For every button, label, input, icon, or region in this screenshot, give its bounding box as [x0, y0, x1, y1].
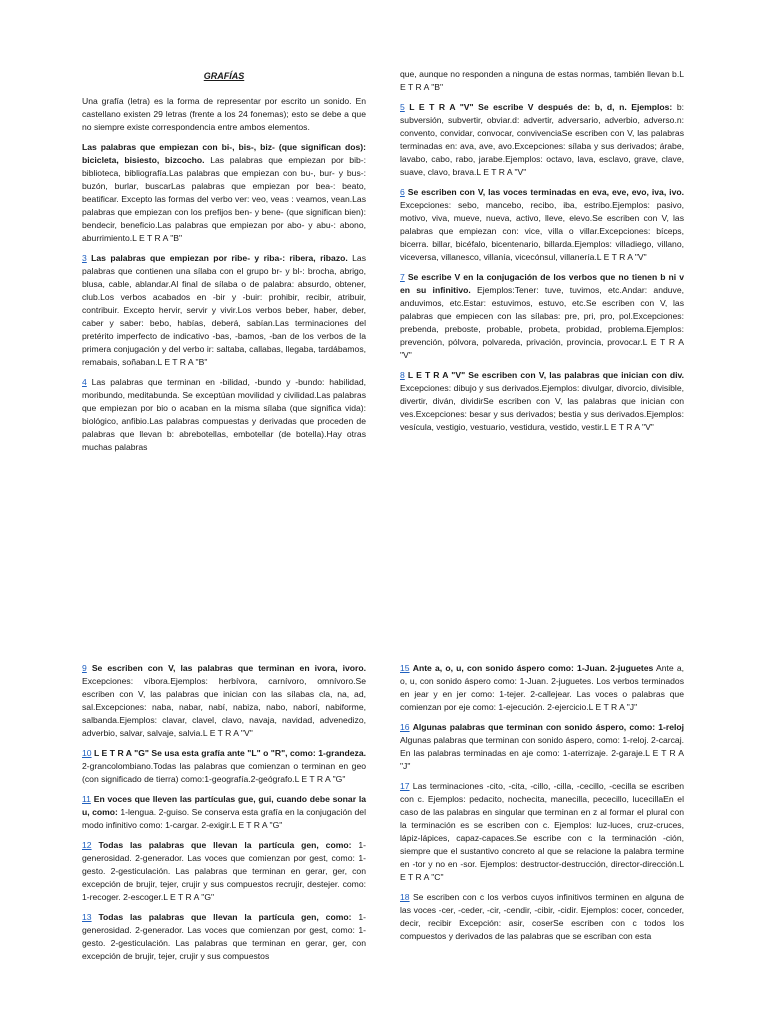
- section-13-heading: Todas las palabras que llevan la partícula gen, como:: [98, 912, 352, 922]
- section-13-link[interactable]: 13: [82, 912, 92, 922]
- section-3: [82, 252, 366, 369]
- section-5-link[interactable]: 5: [400, 102, 405, 112]
- section-5-body: b: subversión, subvertir, obviar.d: advertir, adversario, adverbio, adverso.n: convento, convidar, convocar, convivenciaSe escriben con V, las palabras terminadas en: ava, ave, avo.Excepciones: sílaba y sus derivados; árabe, lavabo, cabo, rabo, jarabe.Ejemplos: octavo, lava, esclavo, grave, clave, suave, clavo, brava.L E T R A "V": [400, 102, 684, 177]
- section-15-body: Ante a, o, u, con sonido áspero como: 1-Juan. 2-juguetes. Los verbos terminados en jear y en jer como: 1-tejer. 2-callejear. Las voces o palabras que comienzan por eje como: 1-ejecución. 2-ejercicio.L E T R A "J": [400, 663, 685, 712]
- intro-paragraph: Una grafía (letra) es la forma de representar por escrito un sonido. En castellano existen 29 letras (frente a los 24 fonemas); esto se debe a que no siempre existe correspondencia entre ambos elementos.: [82, 96, 366, 132]
- section-17: [400, 780, 684, 884]
- section-17-body: Las terminaciones -cito, -cita, -cillo, -cilla, -cecillo, -cecilla se escriben con c. Ejemplos: pedacito, nochecita, manecilla, pececillo, lucecillaEn el caso de las palabras en singular que terminan en z al formar el plural con la terminación es se escriben con c. Ejemplos: luz-luces, cruz-cruces, lápiz-lápices, capaz-capaces.Se escribe con c la terminación -ción, siempre que el sustantivo concreto al que se relacione la palabra termine en -tor y no en -sor. Ejemplos: destructor-destrucción, director-dirección.L E T R A "C": [400, 781, 685, 882]
- section-16-link[interactable]: 16: [400, 722, 410, 732]
- section-8-link[interactable]: 8: [400, 370, 405, 380]
- document-title: GRAFÍAS: [203, 71, 245, 81]
- section-7-body: Ejemplos:Tener: tuve, tuvimos, etc.Andar: anduve, anduvimos, etc.Estar: estuvimos, estuvo, etc.Se escriben con V, las palabras que empiecen con las sílabas: pre, pri, pro, pol.Excepciones: prebenda, preboste, probable, probeta, probidad, problema.Ejemplos: prevención, pólvora, polvareda, privación, provincia, provocar.L E T R A "V": [400, 285, 684, 360]
- page2-left-column: [82, 662, 366, 970]
- section-15: [400, 662, 684, 714]
- section-13-body: 1-generosidad. 2-generador. Las voces que comienzan por gest, como: 1-gesto. 2-gesticulación. Las palabras que terminan en gerar, ger, con excepción de brujir, tejer, crujir y sus compuestos: [82, 912, 366, 961]
- section-3-link[interactable]: 3: [82, 253, 87, 263]
- section-2: [82, 141, 366, 245]
- section-15-heading: Ante a, o, u, con sonido áspero como: 1-Juan. 2-juguetes: [412, 663, 654, 673]
- section-8-heading: L E T R A "V" Se escriben con V, las palabras que inician con div.: [407, 370, 684, 380]
- section-2-body: Las palabras que empiezan por bib-: biblioteca, bibliografía.Las palabras que empiezan con bu-, bur- y bus-: buzón, burlar, buscarLas palabras que empiezan por bea-: beato, beatificar. Excepto las formas del verbo ver: veo, veas : veamos, vean.Las palabras que empiezan con los prefijos ben- y bene- (que significan bien): bendecir, beneficio.Las palabras que empiezan por abo- y abu-: abono, aburrimiento.L E T R A "B": [82, 155, 367, 243]
- section-9-body: Excepciones: víbora.Ejemplos: herbívora, carnívoro, omnívoro.Se escriben con V, las palabras que inician con las sílabas cla, na, ad, sal.Excepciones: naba, nabar, nabí, nabiza, nabo, naborí, nabiforme, salbanda.Ejemplos: clavar, clavel, clavo, navaja, navidad, advenedizo, adverbio, salvar, salvaje, salvia.L E T R A "V": [82, 676, 366, 738]
- section-6-link[interactable]: 6: [400, 187, 405, 197]
- section-8-body: Excepciones: dibujo y sus derivados.Ejemplos: divulgar, divorcio, divisible, divertir, diván, dividirSe escriben con V, las palabras que inician con ves.Excepciones: besar y sus derivados; bestia y sus derivados.Ejemplos: vesícula, vestigio, vestuario, vestidura, vestido, vestir.L E T R A "V": [400, 383, 684, 432]
- section-7-link[interactable]: 7: [400, 272, 405, 282]
- section-18-body: Se escriben con c los verbos cuyos infinitivos terminen en alguna de las voces -cer, -ceder, -cir, -cendir, -cibir, -cidir. Ejemplos: cocer, conceder, decir, recibir Excepción: asir, coserSe escriben con c todos los compuestos y derivados de las palabras que se escriban con esta: [400, 892, 685, 941]
- section-10: [82, 747, 366, 786]
- section-5: [400, 101, 684, 179]
- section-11-link[interactable]: 11: [82, 794, 91, 804]
- section-4: [82, 376, 366, 454]
- section-5-heading: L E T R A "V" Se escribe V después de: b, d, n. Ejemplos:: [409, 102, 673, 112]
- page2-right-column: [400, 662, 684, 950]
- section-9-link[interactable]: 9: [82, 663, 87, 673]
- section-6-body: Excepciones: sebo, mancebo, recibo, iba, estribo.Ejemplos: pasivo, motivo, viva, mueve, nueva, activo, lleve, elevo.Se escriben con V, las palabras que empiezan con: vice, villa o villar.Excepciones: bíceps, bicerra. billar, bicéfalo, bicentenario, billarda.Ejemplos: villadiego, villano, viceversa, villanesco, villanía, vicecónsul, villanería.L E T R A "V": [400, 200, 684, 262]
- section-10-link[interactable]: 10: [82, 748, 92, 758]
- section-9-heading: Se escriben con V, las palabras que terminan en ivora, ivoro.: [91, 663, 366, 673]
- section-16: [400, 721, 684, 773]
- section-10-body: 2-grancolombiano.Todas las palabras que comienzan o terminan en geo (con significado de tierra) como:1-geografía.2-geógrafo.L E T R A "G": [82, 761, 366, 784]
- section-12: [82, 839, 366, 904]
- section-15-link[interactable]: 15: [400, 663, 410, 673]
- section-17-link[interactable]: 17: [400, 781, 410, 791]
- section-11-body: 1-lengua. 2-guiso. Se conserva esta grafía en la conjugación del modo infinitivo como: 1-cargar. 2-exigir.L E T R A "G": [82, 807, 366, 830]
- section-3-heading: Las palabras que empiezan por ribe- y riba-: ribera, ribazo.: [91, 253, 348, 263]
- document-page-2: [0, 512, 768, 1024]
- continued-paragraph: que, aunque no responden a ninguna de estas normas, también llevan b.L E T R A "B": [400, 69, 684, 92]
- section-10-heading: L E T R A "G" Se usa esta grafía ante "L" o "R", como: 1-grandeza.: [94, 748, 366, 758]
- section-12-body: 1-generosidad. 2-generador. Las voces que comienzan por gest, como: 1-gesto. 2-gesticulación. Las palabras que terminan en gerar, ger, con excepción de brujir, tejer, crujir y sus compuestos recrujir, destejer. como: 1-recoger. 2-escoger.L E T R A "G": [82, 840, 366, 902]
- section-6-heading: Se escriben con V, las voces terminadas en eva, eve, evo, iva, ivo.: [407, 187, 684, 197]
- section-4-link[interactable]: 4: [82, 377, 87, 387]
- section-9: [82, 662, 366, 740]
- page1-left-column: [82, 70, 366, 461]
- page1-right-column: [400, 68, 684, 441]
- section-6: [400, 186, 684, 264]
- section-16-heading: Algunas palabras que terminan con sonido áspero, como: 1-reloj: [412, 722, 684, 732]
- section-3-body: Las palabras que contienen una sílaba con el grupo br- y bl-: brocha, abrigo, blusa, cable, ablandar.Al final de sílaba o de palabra: absurdo, obtener, club.Los verbos acabados en -bir y -buir: prohibir, recibir, atribuir, contribuir. Excepto hervir, servir y vivir.Los verbos beber, haber, deber, caber y saber: bebo, habías, deberá, sabían.Las terminaciones del pretérito imperfecto de indicativo -bas, -bamos, -ban de los verbos de la primera conjugación y del verbo ir: saltaba, callabas, llegaba, tardábamos, remabais, soñaban.L E T R A "B": [82, 253, 366, 367]
- section-8: [400, 369, 684, 434]
- section-16-body: Algunas palabras que terminan con sonido áspero, como: 1-reloj. 2-carcaj. En las palabras terminadas en aje como: 1-aterrizaje. 2-garaje.L E T R A "J": [400, 735, 684, 771]
- section-13: [82, 911, 366, 963]
- section-12-heading: Todas las palabras que llevan la partícula gen, como:: [98, 840, 352, 850]
- section-18: [400, 891, 684, 943]
- section-7-heading: Se escribe V en la conjugación de los verbos que no tienen b ni v en su infinitivo.: [400, 272, 684, 295]
- section-11: [82, 793, 366, 832]
- section-2-heading: Las palabras que empiezan con bi-, bis-, biz- (que significan dos): bicicleta, bisiesto, bizcocho.: [82, 142, 366, 165]
- section-11-heading: En voces que lleven las partículas gue, gui, cuando debe sonar la u, como:: [82, 794, 367, 817]
- section-7: [400, 271, 684, 362]
- section-18-link[interactable]: 18: [400, 892, 410, 902]
- section-4-body: Las palabras que terminan en -bilidad, -bundo y -bundo: habilidad, moribundo, meditabunda. Se exceptúan movilidad y civilidad.Las palabras que empiezan por bio o acaban en la misma sílaba (que significa vida): biológico, anfibio.Las palabras compuestas y derivadas que proceden de palabras que llevan b: abrebotellas, embotellar (de botella).Hay otras muchas palabras: [82, 377, 367, 452]
- section-12-link[interactable]: 12: [82, 840, 92, 850]
